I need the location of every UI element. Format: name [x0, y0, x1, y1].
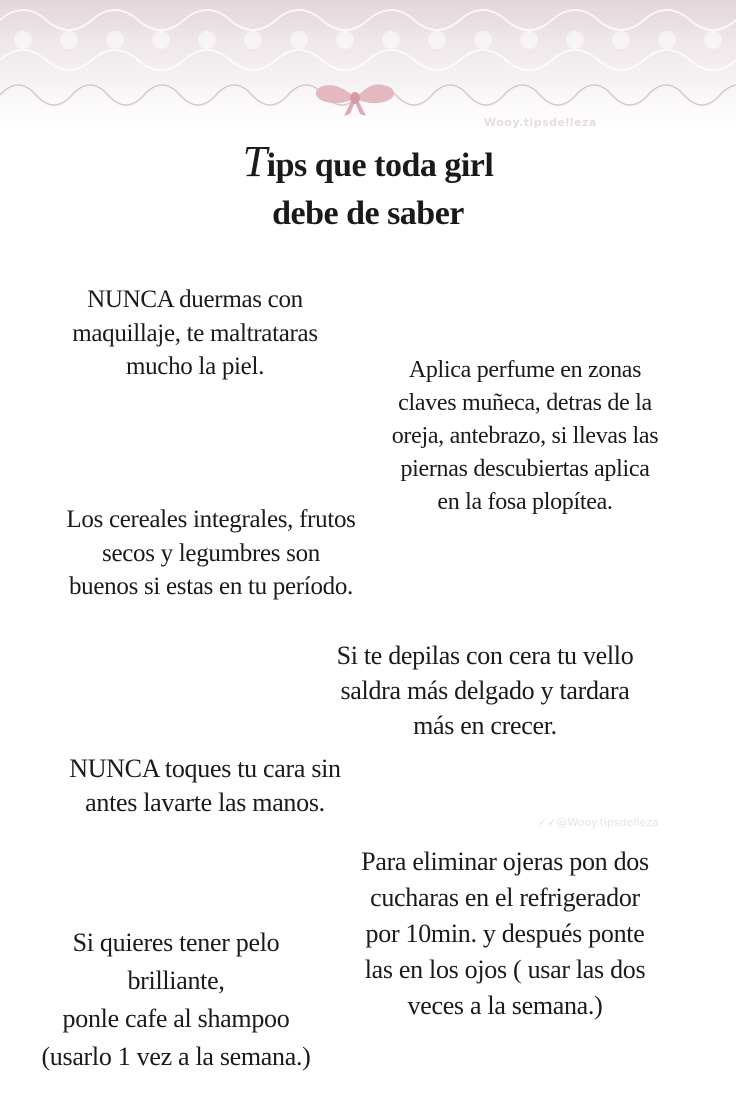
page-title [150, 138, 586, 238]
tip-shiny-hair: Si quieres tener pelo brilliante, ponle cafe al shampoo (usarlo 1 vez a la semana.) [41, 928, 311, 1071]
bow-icon [310, 78, 400, 118]
title-line-1-rest: ips que toda girl [266, 147, 494, 184]
tip-wash-hands: NUNCA toques tu cara sin antes lavarte las manos. [69, 754, 341, 817]
tip-wax: Si te depilas con cera tu vello saldra más delgado y tardara más en crecer. [336, 641, 634, 740]
tip-perfume: Aplica perfume en zonas claves muñeca, detras de la oreja, antebrazo, si llevas las piernas descubiertas aplica en la fosa plopítea. [391, 357, 659, 515]
title-capital: T [242, 137, 267, 186]
watermark-mid: ✓✓@Wooy.tipsdelleza [538, 816, 659, 829]
watermark-top: Wooy.tipsdelleza [484, 116, 597, 129]
title-line-2: debe de saber [272, 195, 464, 232]
title-line-1 [150, 138, 586, 190]
tip-makeup: NUNCA duermas con maquillaje, te maltrataras mucho la piel. [72, 286, 318, 380]
tip-cereals: Los cereales integrales, frutos secos y legumbres son buenos si estas en tu período. [66, 506, 356, 600]
tip-dark-circles: Para eliminar ojeras pon dos cucharas en el refrigerador por 10min. y después ponte las en los ojos ( usar las dos veces a la semana.) [361, 847, 649, 1020]
